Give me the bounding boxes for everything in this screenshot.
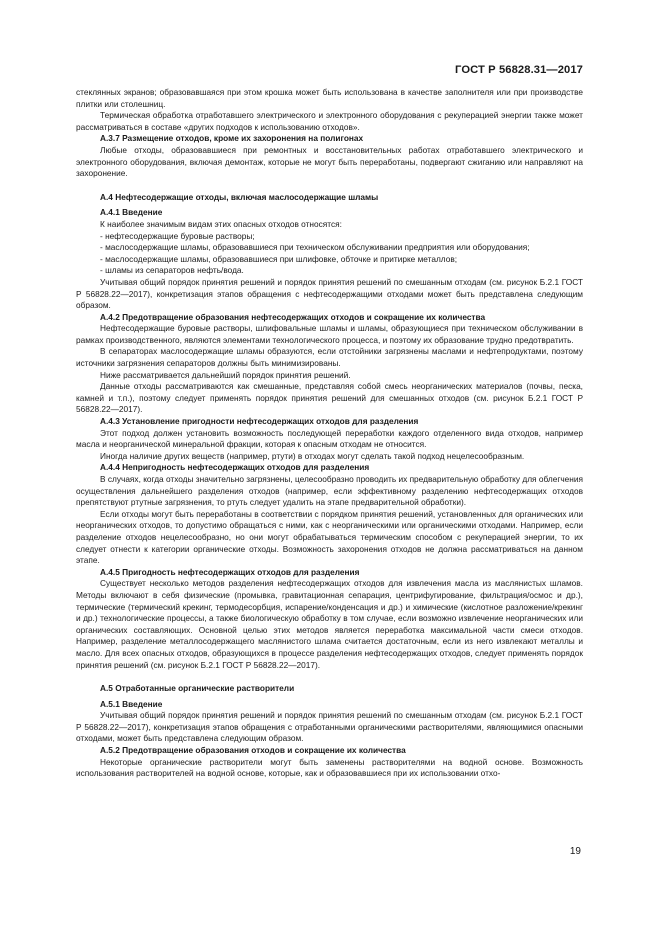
- subsection-heading: А.4.5 Пригодность нефтесодержащих отходов для разделения: [100, 566, 360, 577]
- section-heading: А.5 Отработанные органические растворители: [100, 683, 295, 694]
- paragraph: - маслосодержащие шламы, образовавшиеся при техническом обслуживании предприятия или оборудования;: [100, 242, 530, 253]
- section-heading: А.4 Нефтесодержащие отходы, включая маслосодержащие шламы: [100, 191, 379, 202]
- paragraph: Термическая обработка отработавшего электрического и электронного оборудования с рекуперацией энергии также может рассматриваться в составе «других подходов к использованию отходов».: [76, 110, 583, 132]
- subsection-heading: А.4.3 Установление пригодности нефтесодержащих отходов для разделения: [100, 416, 419, 427]
- paragraph: Некоторые органические растворители могут быть заменены растворителями на водной основе. Возможность использования растворителей на водной основе, которые, как и образовавшиеся при их использовании отхо-: [76, 756, 583, 779]
- subsection-heading: А.4.4 Непригодность нефтесодержащих отходов для разделения: [100, 462, 370, 473]
- paragraph: Существует несколько методов разделения нефтесодержащих отходов для извлечения масла из маслянистых шламов. Методы включают в себя физические (промывка, гравитационная сепарация, центрифугирование, фильтрация/осмос и др.), термические (термический крекинг, термодесорбция, испарение/конденсация и др.) и химические (кислотное разложение/крекинг и др.) технологические процессы, а также биологическую обработку в том случае, если возможно извлечение неорганических или органических составляющих. Основной целью этих методов является переработка максимальной части смеси отходов. Например, разделение металлосодержащего маслянистого шлама считается достаточным, если из него извлекают металлы и масло. Для всех опасных отходов, образующихся в процессе разделения нефтесодержащих отходов, следует применять порядок принятия решений (см. рисунок Б.2.1 ГОСТ Р 56828.22—2017).: [76, 578, 583, 670]
- paragraph: - шламы из сепараторов нефть/вода.: [100, 265, 244, 276]
- paragraph: стеклянных экранов; образовавшаяся при этом крошка может быть использована в качестве заполнителя или при производстве плитки или столешниц.: [76, 87, 583, 109]
- paragraph: Этот подход должен установить возможность последующей переработки каждого отделенного вида отходов, например масла и неорганической минеральной фракции, которая к опасным отходам не относится.: [76, 427, 583, 450]
- paragraph: Учитывая общий порядок принятия решений и порядок принятия решений по смешанным отходам (см. рисунок Б.2.1 ГОСТ Р 56828.22—2017), конкретизация этапов обращения с отработанными органическими растворителями, являющимися опасными отходами, может быть представлена следующим образом.: [76, 710, 583, 744]
- document-body: [76, 87, 583, 780]
- paragraph: Учитывая общий порядок принятия решений и порядок принятия решений по смешанным отходам (см. рисунок Б.2.1 ГОСТ Р 56828.22—2017), конкретизация этапов обращения с нефтесодержащими отходами может быть представлена следующим образом.: [76, 276, 583, 311]
- page-number: 19: [569, 846, 581, 857]
- subsection-heading: А.5.2 Предотвращение образования отходов и сокращение их количества: [100, 745, 406, 756]
- subsection-heading: А.4.2 Предотвращение образования нефтесодержащих отходов и сокращение их количества: [100, 311, 486, 322]
- paragraph: - нефтесодержащие буровые растворы;: [100, 230, 255, 241]
- paragraph: Если отходы могут быть переработаны в соответствии с порядком принятия решений, установленных для органических или неорганических отходов, то допустимо обращаться с ними, как с неорганическими или органическими отходами. Например, если разделение отходов нецелесообразно, но они могут обрабатываться термическим способом с рекуперацией энергии, то их следует отнести к категории органические отходы. Возможность захоронения отходов не должна рассматриваться на данном этапе.: [76, 508, 583, 566]
- paragraph: - маслосодержащие шламы, образовавшиеся при шлифовке, обточке и притирке металлов;: [100, 253, 458, 264]
- paragraph: К наиболее значимым видам этих опасных отходов относятся:: [100, 218, 342, 229]
- paragraph: В случаях, когда отходы значительно загрязнены, целесообразно проводить их предварительную обработку для облегчения осуществления дальнейшего разделения отходов (например, если эффективному разделению нефтесодержащих отходов препятствуют ртутные загрязнения, то ртуть следует удалить на этапе предварительной обработки).: [76, 474, 583, 508]
- paragraph: Любые отходы, образовавшиеся при ремонтных и восстановительных работах отработавшего электрического и электронного оборудования, включая демонтаж, которые не могут быть переработаны, подвергают сжиганию или направляют на захоронение.: [76, 144, 583, 179]
- paragraph: Данные отходы рассматриваются как смешанные, представляя собой смесь неорганических материалов (почвы, песка, камней и т.п.), поэтому следует применять порядок принятия решений для смешанных отходов (см. рисунок Б.2.1 ГОСТ Р 56828.22—2017).: [76, 381, 583, 415]
- subsection-heading: А.5.1 Введение: [100, 698, 163, 709]
- paragraph: Ниже рассматривается дальнейший порядок принятия решений.: [100, 369, 351, 380]
- subsection-heading: А.3.7 Размещение отходов, кроме их захоронения на полигонах: [100, 133, 364, 144]
- subsection-heading: А.4.1 Введение: [100, 207, 163, 218]
- paragraph: В сепараторах маслосодержащие шламы образуются, если отстойники загрязнены маслами и нефтепродуктами, поэтому источники загрязнения сепараторов должны быть минимизированы.: [76, 346, 583, 369]
- paragraph: Нефтесодержащие буровые растворы, шлифовальные шламы и шламы, образующиеся при техническом обслуживании в рамках производственного, являются элементами технологического процесса, и поэтому их образование трудно предотвратить.: [76, 323, 583, 345]
- document-header: ГОСТ Р 56828.31—2017: [455, 64, 583, 76]
- paragraph: Иногда наличие других веществ (например, ртути) в отходах могут сделать такой подход нецелесообразным.: [100, 450, 525, 461]
